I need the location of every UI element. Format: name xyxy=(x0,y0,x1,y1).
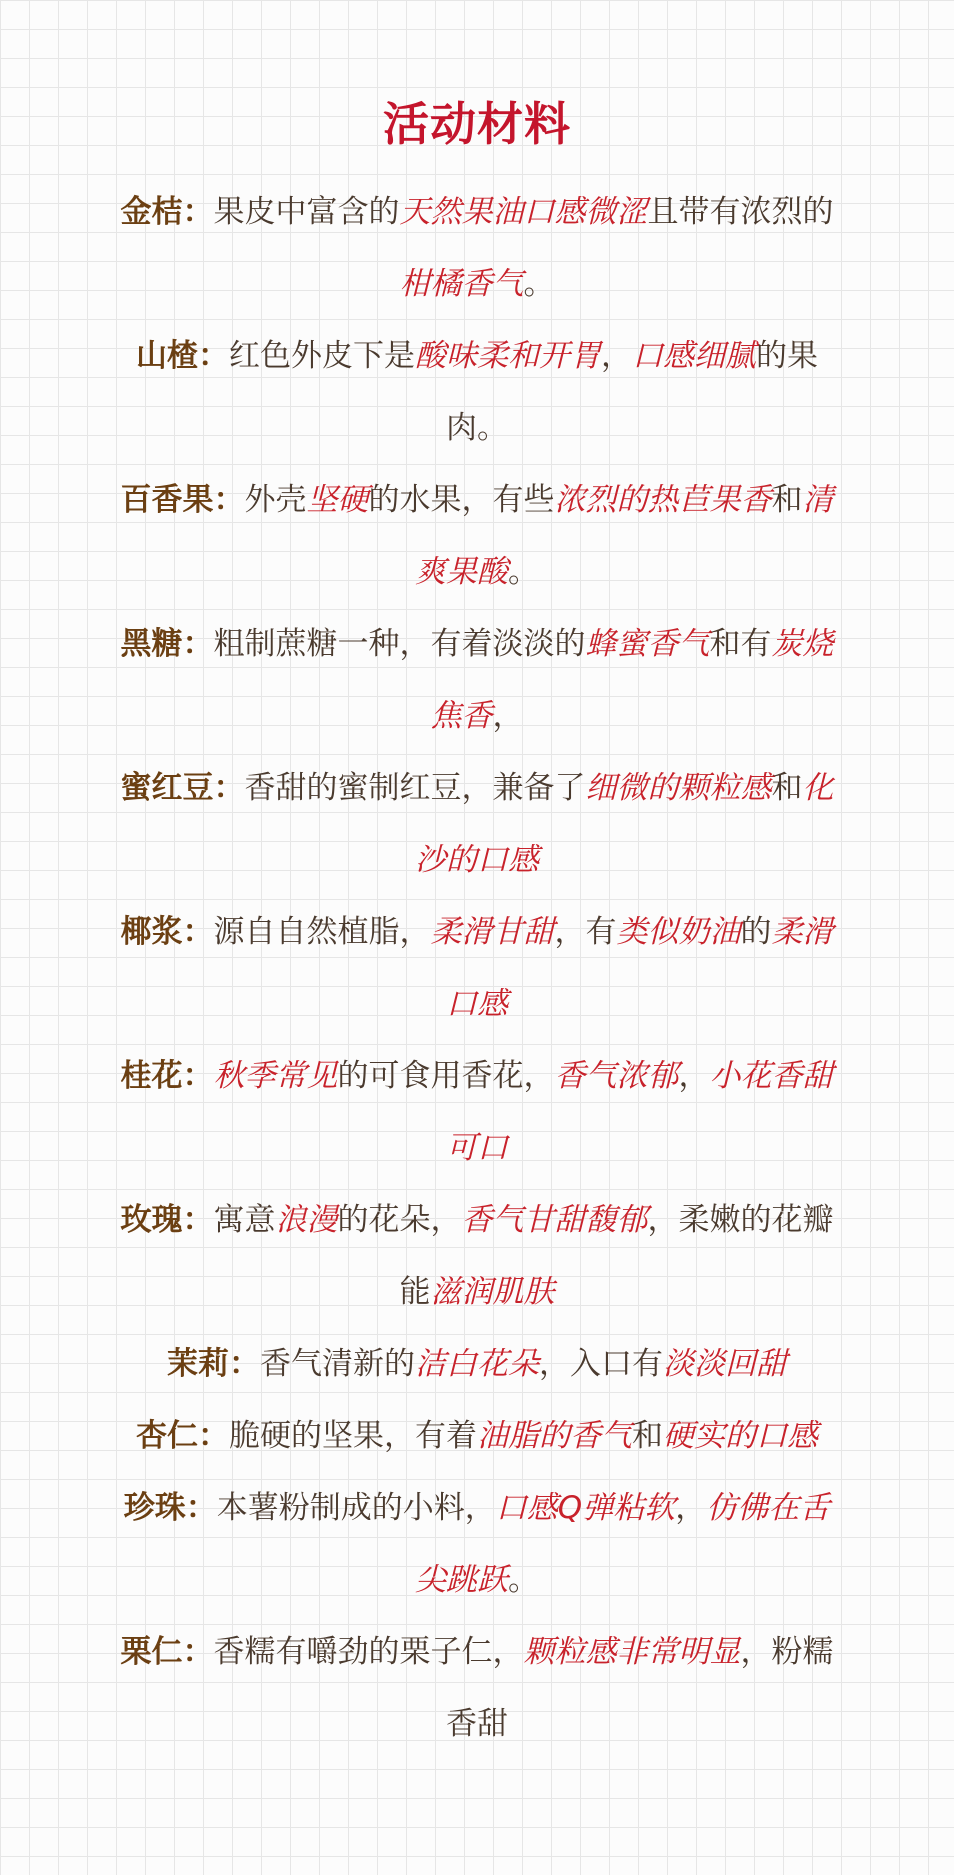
highlighted-text: 油脂的香气 xyxy=(477,1418,632,1454)
ingredient-name: 椰浆 xyxy=(120,914,183,950)
ingredient-entry xyxy=(110,320,844,464)
ingredient-name: 栗仁 xyxy=(120,1634,183,1670)
description-text: 和 xyxy=(771,482,803,518)
description-text: 的花朵， xyxy=(337,1202,462,1238)
highlighted-text: 柔滑甘甜 xyxy=(430,914,555,950)
description-text: ， xyxy=(492,698,524,734)
description-text: ，柔嫩的花瓣能 xyxy=(399,1202,834,1310)
description-text: 。 xyxy=(508,554,539,590)
highlighted-text: 浓烈的热苣果香 xyxy=(554,482,772,518)
ingredient-colon: ： xyxy=(182,1202,214,1238)
description-text: 且带有浓烈的 xyxy=(647,194,834,230)
ingredient-colon: ： xyxy=(182,914,214,950)
ingredient-entry xyxy=(110,1616,844,1760)
description-text: 红色外皮下是 xyxy=(229,338,415,374)
highlighted-text: 柔滑口感 xyxy=(446,914,834,1022)
ingredient-name: 玫瑰 xyxy=(120,1202,183,1238)
highlighted-text: 口感Q弹粘软 xyxy=(495,1490,676,1526)
ingredient-colon: ： xyxy=(182,1634,214,1670)
highlighted-text: 蜂蜜香气 xyxy=(585,626,710,662)
ingredient-entry xyxy=(110,1040,844,1184)
ingredient-entry xyxy=(110,752,844,896)
description-text: 。 xyxy=(523,266,555,302)
highlighted-text: 仿佛在舌尖跳跃 xyxy=(415,1490,831,1598)
description-text: 粗制蔗糖一种，有着淡淡的 xyxy=(213,626,586,662)
description-text: 的可食用香花， xyxy=(337,1058,555,1094)
description-text: ， xyxy=(678,1058,710,1094)
description-text: 源自自然植脂， xyxy=(213,914,431,950)
ingredient-colon: ： xyxy=(182,626,214,662)
page-title: 活动材料 xyxy=(383,97,571,151)
description-text: 果皮中富含的 xyxy=(213,194,400,230)
description-text: 寓意 xyxy=(213,1202,276,1238)
description-text: 脆硬的坚果，有着 xyxy=(229,1418,477,1454)
highlighted-text: 滋润肌肤 xyxy=(430,1274,555,1310)
description-text: ， xyxy=(601,338,632,374)
highlighted-text: 颗粒感非常明显 xyxy=(523,1634,741,1670)
description-text: ， xyxy=(675,1490,707,1526)
description-text: ，有 xyxy=(554,914,617,950)
ingredient-colon: ： xyxy=(182,194,214,230)
description-text: 和 xyxy=(632,1418,663,1454)
description-text: 香糯有嚼劲的栗子仁， xyxy=(213,1634,524,1670)
ingredient-entry xyxy=(110,608,844,752)
description-text: 。 xyxy=(508,1562,539,1598)
highlighted-text: 化沙的口感 xyxy=(415,770,834,878)
highlighted-text: 炭烧焦香 xyxy=(430,626,834,734)
highlighted-text: 香气浓郁 xyxy=(554,1058,679,1094)
ingredient-colon: ： xyxy=(182,1058,214,1094)
description-text: 香甜的蜜制红豆，兼备了 xyxy=(244,770,586,806)
highlighted-text: 坚硬 xyxy=(306,482,369,518)
highlighted-text: 清爽果酸 xyxy=(415,482,834,590)
highlighted-text: 类似奶油 xyxy=(616,914,741,950)
ingredient-name: 珍珠 xyxy=(123,1490,186,1526)
description-text: 本薯粉制成的小料， xyxy=(216,1490,496,1526)
ingredient-name: 黑糖 xyxy=(120,626,183,662)
description-text: ，入口有 xyxy=(539,1346,663,1382)
description-text: 的水果，有些 xyxy=(368,482,555,518)
highlighted-text: 淡淡回甜 xyxy=(663,1346,787,1382)
highlighted-text: 酸味柔和开胃 xyxy=(415,338,601,374)
description-text: ，粉糯香甜 xyxy=(446,1634,834,1742)
ingredient-name: 茉莉 xyxy=(167,1346,229,1382)
highlighted-text: 秋季常见 xyxy=(213,1058,338,1094)
highlighted-text: 洁白花朵 xyxy=(415,1346,539,1382)
highlighted-text: 柑橘香气 xyxy=(399,266,524,302)
ingredient-entry xyxy=(110,1400,844,1472)
highlighted-text: 硬实的口感 xyxy=(663,1418,818,1454)
description-text: 和 xyxy=(771,770,803,806)
description-text: 的果肉。 xyxy=(446,338,818,446)
ingredient-entry xyxy=(110,464,844,608)
ingredient-colon: ： xyxy=(213,770,245,806)
ingredient-name: 蜜红豆 xyxy=(120,770,214,806)
ingredient-entry xyxy=(110,1328,844,1400)
highlighted-text: 细微的颗粒感 xyxy=(585,770,772,806)
ingredient-name: 杏仁 xyxy=(136,1418,198,1454)
ingredient-colon: ： xyxy=(229,1346,260,1382)
ingredient-colon: ： xyxy=(213,482,245,518)
ingredient-name: 山楂 xyxy=(136,338,198,374)
ingredient-list xyxy=(110,176,844,1760)
ingredient-colon: ： xyxy=(198,1418,229,1454)
ingredient-entry xyxy=(110,176,844,320)
ingredient-entry xyxy=(110,1472,844,1616)
ingredient-name: 桂花 xyxy=(120,1058,183,1094)
highlighted-text: 小花香甜可口 xyxy=(446,1058,834,1166)
ingredient-entry xyxy=(110,1184,844,1328)
highlighted-text: 天然果油口感微涩 xyxy=(399,194,648,230)
highlighted-text: 香气甘甜馥郁 xyxy=(461,1202,648,1238)
ingredient-name: 金桔 xyxy=(120,194,183,230)
highlighted-text: 浪漫 xyxy=(275,1202,338,1238)
description-text: 外壳 xyxy=(244,482,307,518)
description-text: 和有 xyxy=(709,626,772,662)
ingredient-name: 百香果 xyxy=(120,482,214,518)
highlighted-text: 口感细腻 xyxy=(632,338,756,374)
ingredient-entry xyxy=(110,896,844,1040)
description-text: 香气清新的 xyxy=(260,1346,415,1382)
ingredient-colon: ： xyxy=(185,1490,217,1526)
description-text: 的 xyxy=(740,914,772,950)
ingredient-colon: ： xyxy=(198,338,229,374)
